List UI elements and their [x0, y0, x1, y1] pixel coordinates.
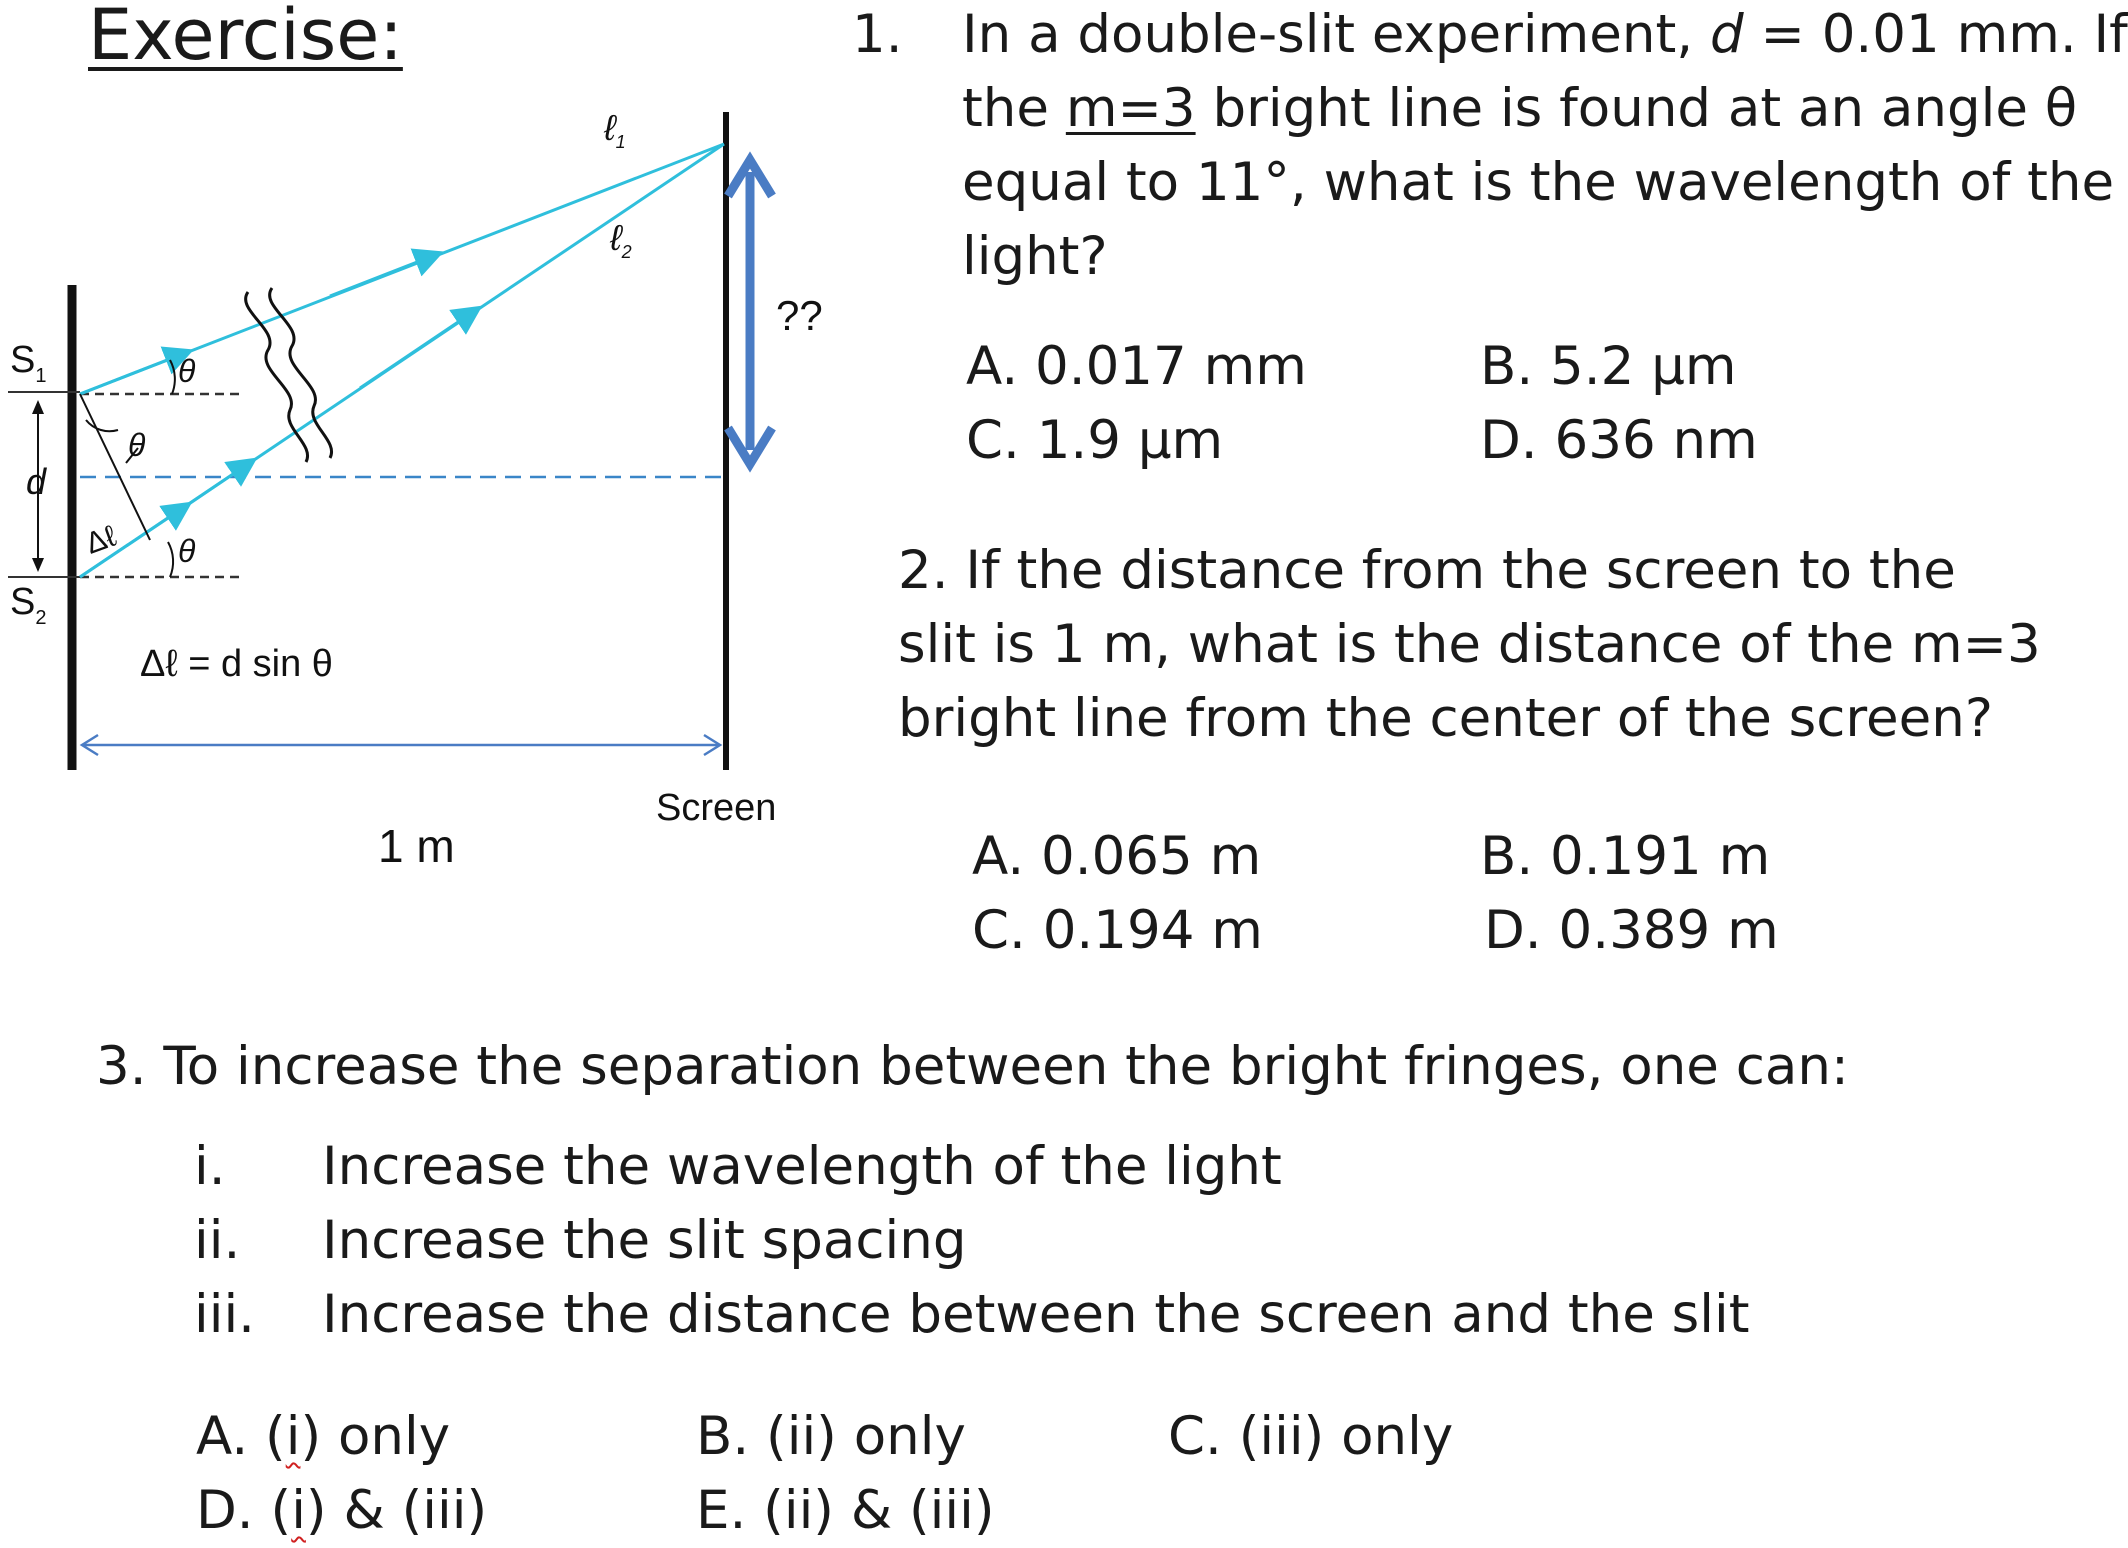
- q3-option-a[interactable]: A. (i) only: [196, 1406, 451, 1467]
- q3-item-text: Increase the distance between the screen and the slit: [322, 1284, 1750, 1345]
- q3-item-text: Increase the wavelength of the light: [322, 1136, 1282, 1197]
- q3-stem: 3. To increase the separation between the bright fringes, one can:: [96, 1036, 1849, 1097]
- double-slit-diagram: [0, 90, 840, 890]
- q3-option-b[interactable]: B. (ii) only: [696, 1406, 966, 1467]
- d-label: d: [26, 461, 47, 502]
- ray2-label: ℓ$_2$: [610, 217, 632, 262]
- q2-option-a[interactable]: A. 0.065 m: [972, 826, 1262, 887]
- q1-number: 1.: [852, 4, 903, 65]
- s2-label: $S_2$: [10, 581, 47, 629]
- q1-option-c[interactable]: C. 1.9 μm: [966, 410, 1224, 471]
- q2-option-d[interactable]: D. 0.389 m: [1484, 900, 1779, 961]
- ray1-label: ℓ$_1$: [604, 107, 626, 152]
- q3-item-num: i.: [194, 1136, 226, 1197]
- formula-label: Δℓ = d sin θ: [140, 643, 333, 685]
- theta-label-bottom: θ: [178, 533, 196, 569]
- q2-option-b[interactable]: B. 0.191 m: [1480, 826, 1771, 887]
- q2-line3: bright line from the center of the screen?: [898, 688, 1993, 749]
- q1-line1: In a double-slit experiment, d = 0.01 mm. If: [962, 4, 2128, 65]
- q3-item-text: Increase the slit spacing: [322, 1210, 967, 1271]
- screen-label: Screen: [656, 787, 777, 829]
- path-difference-perpendicular: [80, 394, 150, 540]
- q3-option-e[interactable]: E. (ii) & (iii): [696, 1480, 995, 1541]
- q1-line2: the m=3 bright line is found at an angle θ: [962, 78, 2078, 139]
- theta-label-mid: θ: [128, 427, 146, 463]
- q2-line2: slit is 1 m, what is the distance of the m=3: [898, 614, 2041, 675]
- q1-line4: light?: [962, 226, 1108, 287]
- q1-line3: equal to 11°, what is the wavelength of the: [962, 152, 2115, 213]
- q2-line1: 2. If the distance from the screen to the: [898, 540, 1956, 601]
- theta-label-top: θ: [178, 353, 196, 389]
- q3-item-num: iii.: [194, 1284, 256, 1345]
- q2-option-c[interactable]: C. 0.194 m: [972, 900, 1263, 961]
- q3-item-num: ii.: [194, 1210, 241, 1271]
- q1-option-a[interactable]: A. 0.017 mm: [966, 336, 1307, 397]
- distance-label: 1 m: [378, 820, 455, 872]
- q1-option-b[interactable]: B. 5.2 μm: [1480, 336, 1737, 397]
- s1-label: $S_1$: [10, 339, 47, 387]
- q1-option-d[interactable]: D. 636 nm: [1480, 410, 1758, 471]
- q3-option-d[interactable]: D. (i) & (iii): [196, 1480, 488, 1541]
- unknown-distance-label: ??: [776, 292, 823, 339]
- delta-l-label: Δℓ: [81, 519, 121, 561]
- q3-option-c[interactable]: C. (iii) only: [1168, 1406, 1454, 1467]
- exercise-heading: Exercise:: [88, 0, 403, 76]
